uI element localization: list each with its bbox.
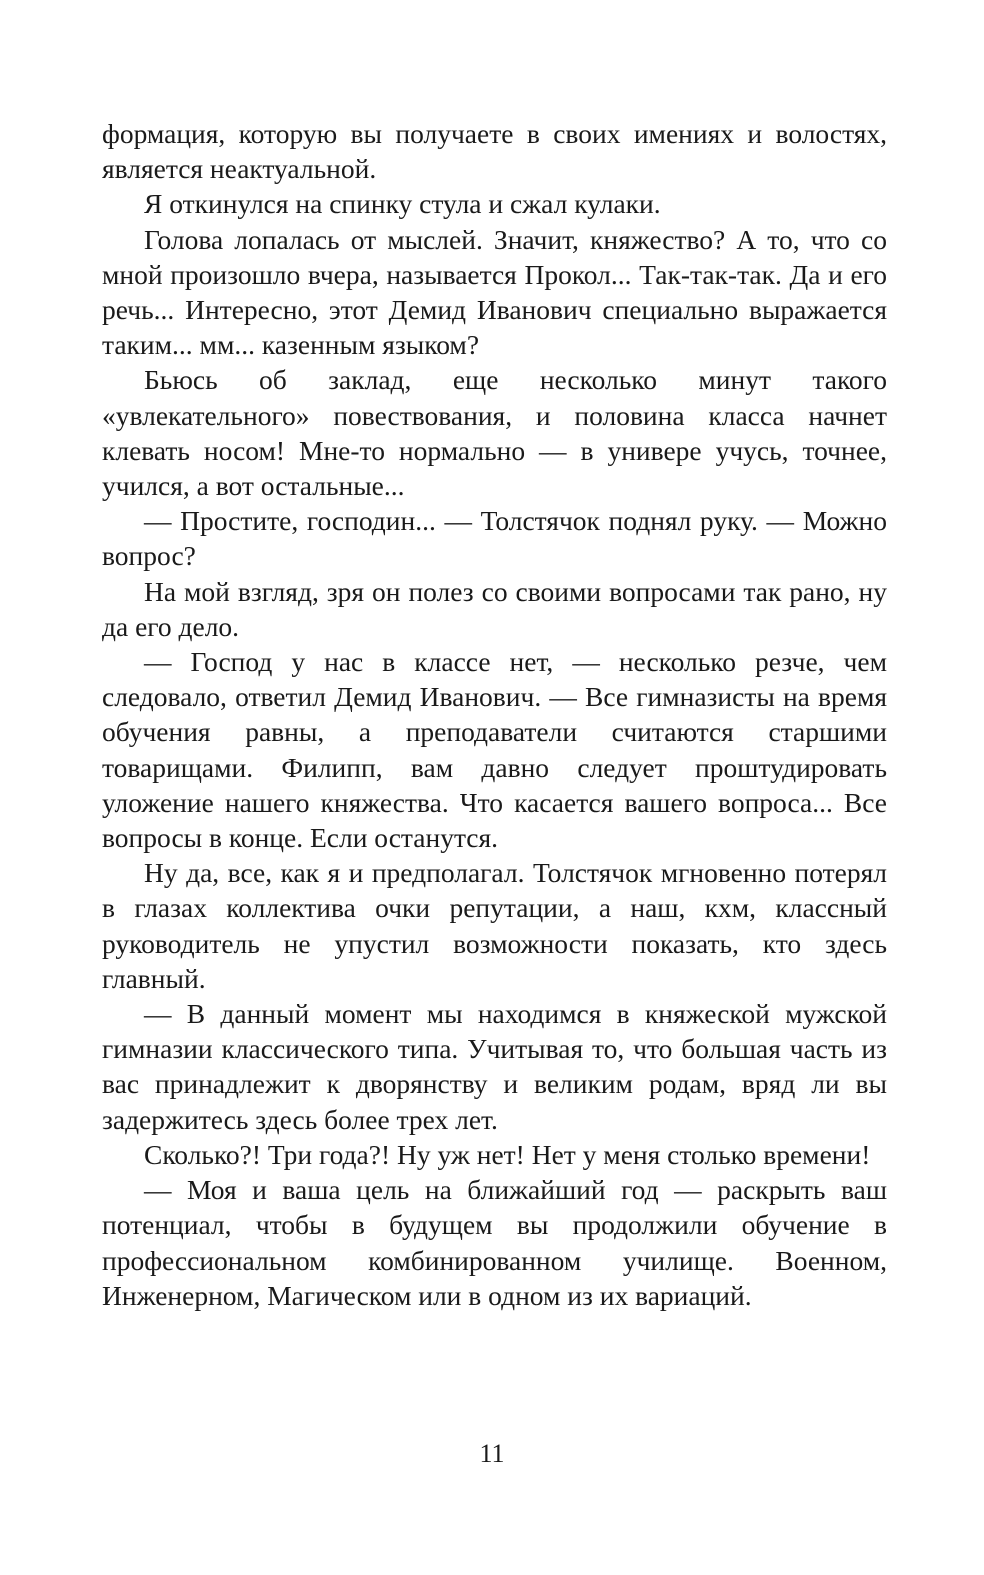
- paragraph: Ну да, все, как я и предполагал. Толстячок мгновенно потерял в глазах коллектива очки репутации, а наш, кхм, классный руководитель не упустил возможности показать, кто здесь главный.: [102, 857, 887, 994]
- paragraph: Сколько?! Три года?! Ну уж нет! Нет у меня столько времени!: [144, 1138, 871, 1170]
- paragraph: — В данный момент мы находимся в княжеской мужской гимназии классического типа. Учитывая то, что большая часть из вас принадлежит к дворянству и великим родам, вряд ли вы задержитесь здесь более трех лет.: [102, 998, 887, 1135]
- paragraph: На мой взгляд, зря он полез со своими вопросами так рано, ну да его дело.: [102, 575, 887, 642]
- paragraph: — Господ у нас в классе нет, — несколько резче, чем следовало, ответил Демид Иванович. — Все гимназисты на время обучения равны, а преподаватели считаются старшими товарищами. Филипп, вам давно следует проштудировать уложение нашего княжества. Что касается вашего вопроса... Все вопросы в конце. Если останутся.: [102, 646, 887, 854]
- paragraph: Голова лопалась от мыслей. Значит, княжество? А то, что со мной произошло вчера, называется Прокол... Так-так-так. Да и его речь... Интересно, этот Демид Иванович специально выражается таким... мм... казенным языком?: [102, 223, 887, 361]
- page-number: 11: [479, 1439, 505, 1468]
- paragraph: формация, которую вы получаете в своих имениях и волостях, является неактуальной.: [102, 118, 887, 185]
- paragraph: Бьюсь об заклад, еще несколько минут такого «увлекательного» повествования, и половина класса начнет клевать носом! Мне-то нормально — в универе учусь, точнее, учился, а вот остальные...: [102, 364, 887, 502]
- paragraph: — Моя и ваша цель на ближайший год — раскрыть ваш потенциал, чтобы в будущем вы продолжили обучение в профессиональном комбинированном училище. Военном, Инженерном, Магическом или в одном из их вариаций.: [102, 1174, 887, 1311]
- body-text: [102, 116, 887, 1313]
- paragraph: Я откинулся на спинку стула и сжал кулаки.: [144, 188, 661, 220]
- paragraph: — Простите, господин... — Толстячок поднял руку. — Можно вопрос?: [102, 505, 887, 572]
